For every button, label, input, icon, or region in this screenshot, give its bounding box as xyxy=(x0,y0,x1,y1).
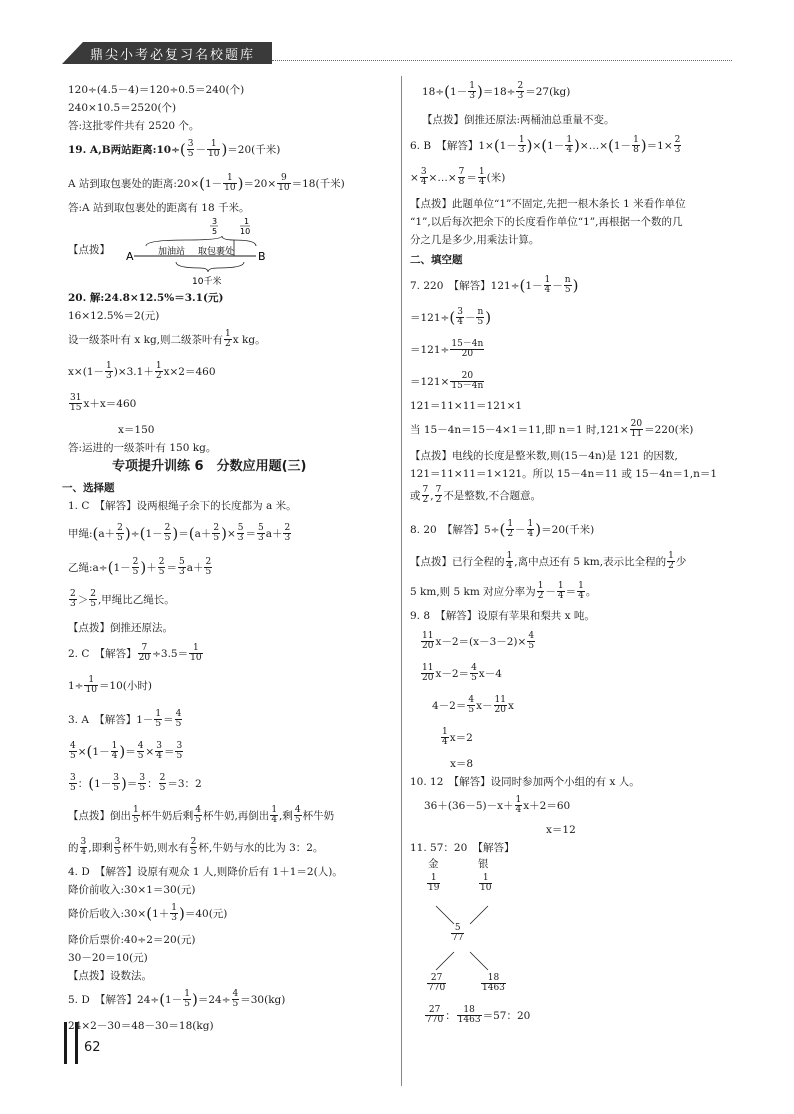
q7-line-f: 当 15－4n＝15－4×1＝11,即 n＝1 时,121× $\frac{20}{11}$ ＝220(米) xyxy=(410,419,694,440)
text-line: 答:A 站到取包裹处的距离有 18 千米。 xyxy=(68,202,250,214)
text-line: 121＝11×11＝1×121。所以 15－4n＝11 或 15－4n＝1,n＝1 xyxy=(410,468,718,480)
diagram-label-a: A xyxy=(126,250,134,263)
fraction: $\frac{1}{4}$ xyxy=(566,135,573,156)
q4-line-c: 降价后收入:30×(1＋ $\frac{1}{3}$ )＝40(元) xyxy=(68,903,228,924)
text-line: 30－20＝10(元) xyxy=(68,952,148,964)
fraction: $\frac{3}{4}$ xyxy=(420,167,427,188)
fraction: $\frac{1}{3}$ xyxy=(106,361,112,382)
section-heading: 二、填空题 xyxy=(410,254,463,266)
fraction: $\frac{2}{3}$ xyxy=(517,81,524,102)
section-title: 专项提升训练 6 分数应用题(三) xyxy=(112,459,307,474)
fraction: $\frac{5}{3}$ xyxy=(178,557,185,578)
text-line: 120÷(4.5－4)＝120÷0.5＝240(个) xyxy=(68,84,245,96)
fraction: $\frac{1}{10}$ xyxy=(480,873,492,894)
text-line: 分之几是多少,用乘法计算。 xyxy=(410,234,540,246)
fraction: $\frac{3}{5}$ xyxy=(176,741,183,762)
fraction: $\frac{1}{10}$ xyxy=(85,675,97,696)
q11-ratio-line: $\frac{27}{770}$ ： $\frac{18}{1463}$ ＝57：20 xyxy=(426,1005,531,1026)
diagram-frac2-n: 1 xyxy=(244,217,250,226)
text-line: 121＝11×11＝121×1 xyxy=(410,400,523,412)
fraction: $\frac{1}{4}$ xyxy=(442,727,448,748)
q3-line-b: $\frac{4}{5}$ ×(1－ $\frac{1}{4}$ )＝ $\frac{4}{5}$ × $\frac{3}{4}$ ＝ $\frac{3}{5}$ xyxy=(70,741,183,762)
q20-line-d: x×(1－ $\frac{1}{3}$ )×3.1＋ $\frac{1}{2}$ x×2＝460 xyxy=(68,361,216,382)
fraction: $\frac{27}{770}$ xyxy=(428,973,446,994)
fraction: $\frac{4}{5}$ xyxy=(175,709,182,730)
fraction: $\frac{2}{3}$ xyxy=(674,135,681,156)
fraction: $\frac{1}{2}$ xyxy=(668,551,674,572)
fraction: $\frac{1}{4}$ xyxy=(478,167,485,188)
dianbo-label: 【点拨】 xyxy=(68,244,110,256)
q3-line-e: 的 $\frac{3}{4}$ ,即剩 $\frac{3}{5}$ 杯牛奶,则水有 $\frac{2}{5}$ 杯,牛奶与水的比为 3：2。 xyxy=(68,837,324,858)
fraction: $\frac{1}{2}$ xyxy=(225,329,231,350)
q11-frac-gold xyxy=(426,874,441,894)
fraction: $\frac{1}{8}$ xyxy=(633,135,639,156)
q19-line-a: 19. A,B两站距离:10÷( $\frac{3}{5}$ － $\frac{1}{10}$ )＝20(千米) xyxy=(68,139,281,160)
fraction: $\frac{1}{4}$ xyxy=(506,551,513,572)
text-line: 降价后票价:40÷2＝20(元) xyxy=(68,934,196,946)
fraction: $\frac{2}{5}$ xyxy=(90,589,96,610)
fraction: $\frac{3}{5}$ xyxy=(114,837,121,858)
fraction: $\frac{1}{2}$ xyxy=(537,581,544,602)
diagram-pickup: 取包裹处 xyxy=(198,247,235,257)
text-line: 【点拨】此题单位“1”不固定,先把一根木条长 1 米看作单位 xyxy=(410,198,686,210)
q8-line-c: 5 km,则 5 km 对应分率为 $\frac{1}{2}$ － $\frac{1}{4}$ ＝ $\frac{1}{4}$ 。 xyxy=(410,581,597,602)
fraction: $\frac{4}{5}$ xyxy=(468,695,475,716)
fraction: $\frac{n}{5}$ xyxy=(477,307,484,328)
fraction: $\frac{3}{5}$ xyxy=(139,773,146,794)
q8-line-a: 8. 20 【解答】5÷( $\frac{1}{2}$ － $\frac{1}{4}$ )＝20(千米) xyxy=(410,519,595,540)
fraction: $\frac{4}{5}$ xyxy=(195,805,201,826)
q11-frac-silver xyxy=(478,874,493,894)
fraction: $\frac{1}{4}$ xyxy=(515,795,522,816)
fraction: $\frac{3}{4}$ xyxy=(156,741,162,762)
fraction: $\frac{3}{4}$ xyxy=(80,837,87,858)
fraction: $\frac{18}{1463}$ xyxy=(482,973,505,994)
text-line: 24×2－30＝48－30＝18(kg) xyxy=(68,1020,214,1032)
q9-line-c: $\frac{11}{20}$ x－2＝ $\frac{4}{5}$ x－4 xyxy=(422,663,502,684)
fraction: $\frac{2}{5}$ xyxy=(190,837,197,858)
text-line: 【点拨】电线的长度是整米数,则(15－4n)是 121 的因数, xyxy=(410,450,678,462)
fraction: $\frac{15-4n}{20}$ xyxy=(451,339,484,360)
q6-line-a: 6. B 【解答】1×(1－ $\frac{1}{3}$ )×(1－ $\frac{1}{4}$ )×…×(1－ $\frac{1}{8}$ )＝1× $\frac{2}{3}$ xyxy=(410,135,681,156)
diagram-frac1-n: 3 xyxy=(212,217,218,226)
section-heading: 一、选择题 xyxy=(62,482,115,494)
diagram-label-b: B xyxy=(258,250,266,263)
fraction: $\frac{1}{2}$ xyxy=(507,519,514,540)
fraction: $\frac{20}{11}$ xyxy=(630,419,643,440)
text-line: 9. 8 【解答】设原有苹果和梨共 x 吨。 xyxy=(410,610,595,622)
fraction: $\frac{5}{77}$ xyxy=(452,923,464,944)
fraction: $\frac{1}{19}$ xyxy=(428,873,440,894)
fraction: $\frac{2}{3}$ xyxy=(284,523,291,544)
q7-line-b: ＝121÷( $\frac{3}{4}$ － $\frac{n}{5}$ ) xyxy=(410,307,492,328)
fraction: $\frac{3}{5}$ xyxy=(113,773,120,794)
cross-lines-bottom xyxy=(430,950,500,972)
column-divider xyxy=(401,76,402,1086)
fraction: $\frac{1}{4}$ xyxy=(111,741,118,762)
fraction: $\frac{9}{10}$ xyxy=(278,173,290,194)
q1-line-a: 1. C 【解答】设两根绳子余下的长度都为 a 米。 xyxy=(68,500,297,512)
cross-lines-top xyxy=(430,904,500,926)
fraction: $\frac{7}{8}$ xyxy=(458,167,465,188)
fraction: $\frac{2}{5}$ xyxy=(213,523,220,544)
q7-line-i: 或 $\frac{7}{2}$ , $\frac{7}{2}$ 不是整数,不合题意。 xyxy=(410,485,542,506)
diagram-brace-bottom xyxy=(176,262,244,272)
text-line: x＝150 xyxy=(118,424,155,436)
diagram-frac1-d: 5 xyxy=(212,227,218,236)
fraction: $\frac{31}{15}$ xyxy=(70,393,82,414)
fraction: $\frac{2}{5}$ xyxy=(132,557,139,578)
q11-frac-mix xyxy=(450,924,465,944)
q5-line-a: 5. D 【解答】24÷(1－ $\frac{1}{5}$ )＝24÷ $\frac{4}{5}$ ＝30(kg) xyxy=(68,989,286,1010)
fraction: $\frac{7}{20}$ xyxy=(138,643,151,664)
q3-line-d: 【点拨】倒出 $\frac{1}{5}$ 杯牛奶后剩 $\frac{4}{5}$ 杯牛奶,再倒出 $\frac{1}{4}$ ,剩 $\frac{4}{5}$ 杯牛奶 xyxy=(68,805,335,826)
fraction: $\frac{4}{5}$ xyxy=(70,741,76,762)
text-line: 【点拨】倒推还原法:两桶油总重量不变。 xyxy=(422,114,615,126)
text-line: 4. D 【解答】设原有观众 1 人,则降价后有 1＋1＝2(人)。 xyxy=(68,866,343,878)
fraction: $\frac{20}{15-4n}$ xyxy=(451,371,484,392)
text-line: 答:运进的一级茶叶有 150 kg。 xyxy=(68,442,217,454)
fraction: $\frac{1}{4}$ xyxy=(578,581,584,602)
fraction: $\frac{1}{3}$ xyxy=(171,903,177,924)
text-line: 16×12.5%＝2(元) xyxy=(68,310,160,322)
fraction: $\frac{1}{4}$ xyxy=(544,275,551,296)
q7-line-a: 7. 220 【解答】121÷(1－ $\frac{1}{4}$ － $\frac{n}{5}$ ) xyxy=(410,275,579,296)
q3-line-c: $\frac{3}{5}$ ：(1－ $\frac{3}{5}$ )＝ $\frac{3}{5}$ ： $\frac{2}{5}$ ＝3：2 xyxy=(70,773,202,794)
distance-diagram xyxy=(126,216,276,288)
fraction: $\frac{2}{5}$ xyxy=(159,773,166,794)
header-dotted-rule xyxy=(272,60,732,61)
fraction: $\frac{1}{5}$ xyxy=(155,709,162,730)
q7-line-d: ＝121× $\frac{20}{15-4n}$ xyxy=(410,371,484,392)
q2-line-b: 1÷ $\frac{1}{10}$ ＝10(小时) xyxy=(68,675,152,696)
fraction: $\frac{3}{5}$ xyxy=(187,139,194,160)
fraction: $\frac{18}{1463}$ xyxy=(457,1005,481,1026)
diagram-gas-station: 加油站 xyxy=(158,247,186,257)
q1-line-c: 乙绳:a÷(1－ $\frac{2}{5}$ )＋ $\frac{2}{5}$ ＝ $\frac{5}{3}$ a＋ $\frac{2}{5}$ xyxy=(68,557,212,578)
fraction: $\frac{1}{4}$ xyxy=(271,805,278,826)
r1-line: 18÷(1－ $\frac{1}{3}$ )＝18÷ $\frac{2}{3}$ ＝27(kg) xyxy=(422,81,571,102)
fraction: $\frac{2}{5}$ xyxy=(117,523,123,544)
label-gold: 金 xyxy=(428,858,439,870)
q1-line-d: $\frac{2}{3}$ ＞ $\frac{2}{5}$ ,甲绳比乙绳长。 xyxy=(70,589,175,610)
fraction: $\frac{1}{10}$ xyxy=(207,139,220,160)
fraction: $\frac{11}{20}$ xyxy=(422,631,434,652)
text-line: 10. 12 【解答】设同时参加两个小组的有 x 人。 xyxy=(410,776,640,788)
fraction: $\frac{4}{5}$ xyxy=(232,989,239,1010)
fraction: $\frac{27}{770}$ xyxy=(426,1005,444,1026)
q20-line-c: 设一级茶叶有 x kg,则二级茶叶有 $\frac{1}{2}$ x kg。 xyxy=(68,329,266,350)
fraction: $\frac{11}{20}$ xyxy=(422,663,434,684)
diagram-frac2-d: 10 xyxy=(240,227,251,236)
q9-line-d: 4－2＝ $\frac{4}{5}$ x－ $\frac{11}{20}$ x xyxy=(432,695,514,716)
q1-line-b: 甲绳:(a＋ $\frac{2}{5}$ )÷(1－ $\frac{2}{5}$ )＝(a＋ $\frac{2}{5}$ )× $\frac{5}{3}$ ＝ $\frac{5}{3}$ a＋ $\frac{2}{3}$ xyxy=(68,523,291,544)
fraction: $\frac{n}{5}$ xyxy=(564,275,571,296)
q9-line-e: $\frac{1}{4}$ x＝2 xyxy=(442,727,473,748)
fraction: $\frac{1}{3}$ xyxy=(518,135,525,156)
text-line: x＝12 xyxy=(546,824,576,836)
fraction: $\frac{1}{4}$ xyxy=(557,581,564,602)
fraction: $\frac{4}{5}$ xyxy=(471,663,477,684)
q7-line-c: ＝121÷ $\frac{15-4n}{20}$ xyxy=(410,339,484,360)
fraction: $\frac{1}{3}$ xyxy=(469,81,475,102)
fraction: $\frac{1}{10}$ xyxy=(190,643,202,664)
fraction: $\frac{11}{20}$ xyxy=(494,695,506,716)
q11-frac-diff-gold xyxy=(426,974,447,994)
fraction: $\frac{5}{3}$ xyxy=(257,523,264,544)
q6-line-b: × $\frac{3}{4}$ ×…× $\frac{7}{8}$ ＝ $\frac{1}{4}$ (米) xyxy=(410,167,506,188)
q10-line-b: 36＋(36－5)－x＋ $\frac{1}{4}$ x＋2＝60 xyxy=(424,795,571,816)
q9-line-b: $\frac{11}{20}$ x－2＝(x－3－2)× $\frac{4}{5}$ xyxy=(422,631,535,652)
fraction: $\frac{1}{5}$ xyxy=(184,989,190,1010)
q19-line-b: A 站到取包裹处的距离:20×(1－ $\frac{1}{10}$ )＝20× $\frac{9}{10}$ ＝18(千米) xyxy=(68,173,345,194)
diagram-10km: 10千米 xyxy=(192,277,222,287)
fraction: $\frac{1}{10}$ xyxy=(224,173,236,194)
q19-text: 19. A,B两站距离:10÷ xyxy=(68,143,180,156)
fraction: $\frac{7}{2}$ xyxy=(422,485,429,506)
q11-frac-diff-silver xyxy=(480,974,507,994)
fraction: $\frac{7}{2}$ xyxy=(435,485,442,506)
q8-line-b: 【点拨】已行全程的 $\frac{1}{4}$ ,离中点还有 5 km,表示比全程的 $\frac{1}{2}$ 少 xyxy=(410,551,687,572)
text-line: 【点拨】设数法。 xyxy=(68,970,152,982)
fraction: $\frac{1}{4}$ xyxy=(527,519,534,540)
text-line: 240×10.5＝2520(个) xyxy=(68,102,177,114)
fraction: $\frac{5}{3}$ xyxy=(237,523,244,544)
q20-line-e: $\frac{31}{15}$ x＋x＝460 xyxy=(70,393,137,414)
fraction: $\frac{3}{4}$ xyxy=(457,307,463,328)
text-line: 11. 57：20 【解答】 xyxy=(410,842,515,854)
fraction: $\frac{4}{5}$ xyxy=(137,741,144,762)
label-silver: 银 xyxy=(478,858,489,870)
diagram-brace-top xyxy=(146,236,256,246)
fraction: $\frac{4}{5}$ xyxy=(528,631,535,652)
fraction: $\frac{3}{5}$ xyxy=(70,773,76,794)
text-line: “1”,以后每次把余下的长度看作单位“1”,再根据一个数的几 xyxy=(410,216,683,228)
fraction: $\frac{1}{5}$ xyxy=(133,805,139,826)
page-number: 62 xyxy=(84,1040,101,1055)
q20-line-a: 20. 解:24.8×12.5%＝3.1(元) xyxy=(68,292,224,304)
text-line: x＝8 xyxy=(450,758,474,770)
fraction: $\frac{1}{2}$ xyxy=(155,361,162,382)
text-line: 【点拨】倒推还原法。 xyxy=(68,622,173,634)
fraction: $\frac{4}{5}$ xyxy=(294,805,301,826)
header-title: 鼎尖小考必复习名校题库 xyxy=(90,48,256,63)
footer-bar xyxy=(64,1022,78,1064)
fraction: $\frac{2}{5}$ xyxy=(164,523,171,544)
fraction: $\frac{2}{5}$ xyxy=(205,557,212,578)
text-line: 答:这批零件共有 2520 个。 xyxy=(68,120,200,132)
page-header xyxy=(62,40,732,66)
text-line: 降价前收入:30×1＝30(元) xyxy=(68,884,196,896)
q3-line-a: 3. A 【解答】1－ $\frac{1}{5}$ ＝ $\frac{4}{5}$ xyxy=(68,709,182,730)
fraction: $\frac{2}{5}$ xyxy=(158,557,165,578)
q2-line-a: 2. C 【解答】 $\frac{7}{20}$ ÷3.5＝ $\frac{1}{10}$ xyxy=(68,643,202,664)
fraction: $\frac{2}{3}$ xyxy=(70,589,76,610)
